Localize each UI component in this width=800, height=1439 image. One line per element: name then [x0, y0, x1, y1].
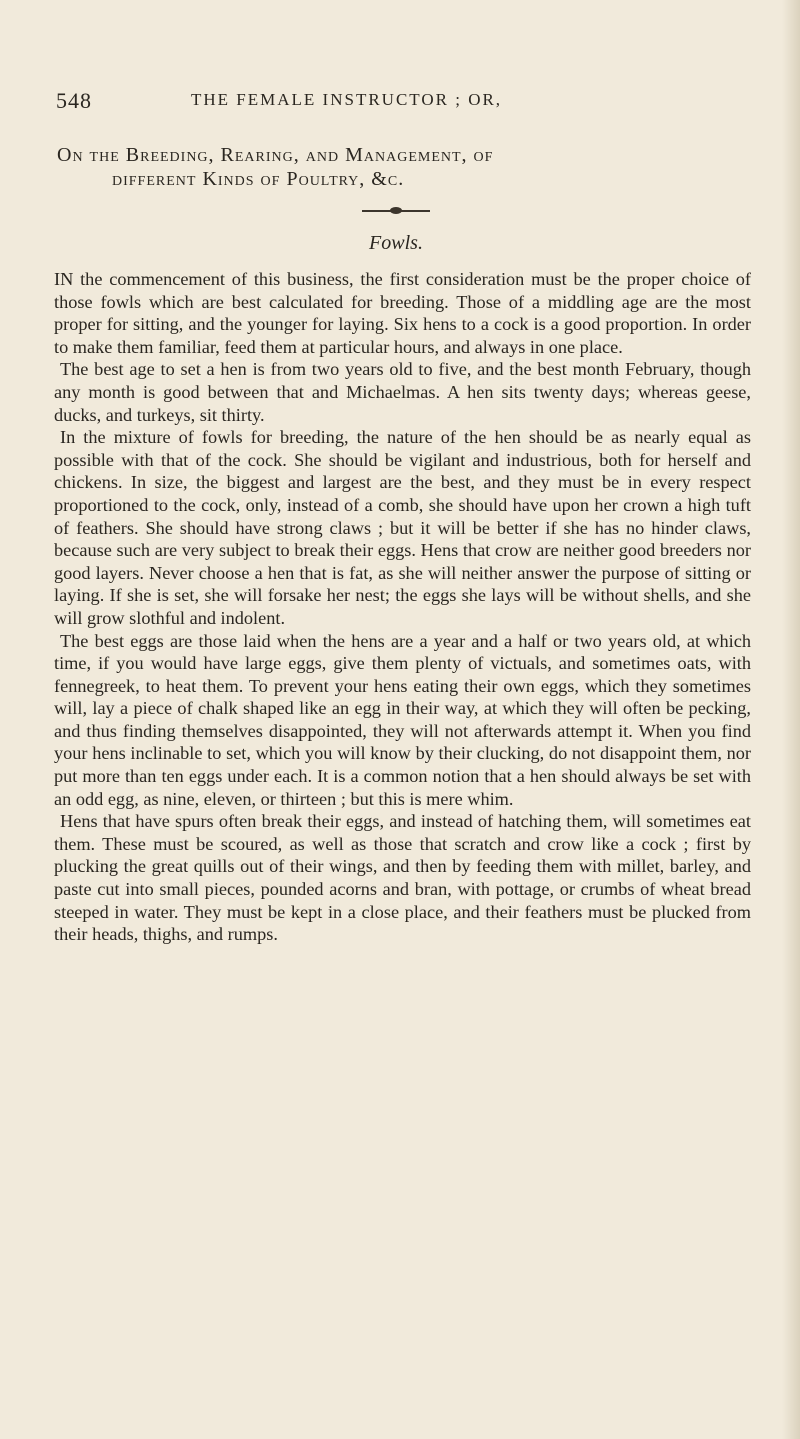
section-heading-line-2: different Kinds of Poultry, &c. [112, 168, 405, 190]
paragraph: The best eggs are those laid when the hens are a year and a half or two years old, at which time, if you would have large eggs, give them plenty of victuals, and sometimes oats, with fennegreek, to heat them. To prevent your hens eating their own eggs, which they sometimes will, lay a piece of chalk shaped like an egg in their way, at which they will often be pecking, and thus finding themselves disappointed, they will not afterwards attempt it. When you find your hens inclinable to set, which you will know by their clucking, do not disappoint them, nor put more than ten eggs under each. It is a common notion that a hen should always be set with an odd egg, as nine, eleven, or thirteen ; but this is mere whim. [54, 630, 751, 809]
paragraph: IN the commencement of this business, the first consideration must be the proper choice of those fowls which are best calculated for breeding. Those of a middling age are the most proper for sitting, and the younger for laying. Six hens to a cock is a good proportion. In order to make them familiar, feed them at particular hours, and always in one place. [54, 269, 751, 357]
paragraph: In the mixture of fowls for breeding, the nature of the hen should be as nearly equal as possible with that of the cock. She should be vigilant and industrious, both for herself and chickens. In size, the biggest and largest are the best, and they must be in every respect proportioned to the cock, only, instead of a comb, she should have upon her crown a high tuft of feathers. She should have strong claws ; but it will be better if she has no hinder claws, because such are very subject to break their eggs. Hens that crow are neither good breeders nor good layers. Never choose a hen that is fat, as she will neither answer the purpose of sitting or laying. If she is set, she will forsake her nest; the eggs she lays will be without shells, and she will grow slothful and indolent. [54, 427, 751, 628]
running-title: THE FEMALE INSTRUCTOR ; OR, [191, 90, 503, 109]
page-number: 548 [56, 88, 92, 113]
section-heading-line-1: On the Breeding, Rearing, and Management, of [57, 144, 494, 166]
subheading: Fowls. [369, 232, 423, 254]
paragraph: The best age to set a hen is from two years old to five, and the best month February, though any month is good between that and Michaelmas. A hen sits twenty days; whereas geese, ducks, and turkeys, sit thirty. [54, 359, 751, 425]
page-edge-shadow [782, 0, 800, 1439]
body-text [54, 268, 751, 946]
ornamental-rule [362, 210, 430, 212]
section-heading [57, 143, 757, 191]
running-head [56, 88, 756, 118]
paragraph: Hens that have spurs often break their eggs, and instead of hatching them, will sometimes eat them. These must be scoured, as well as those that scratch and crow like a cock ; first by plucking the great quills out of their wings, and then by feeding them with millet, barley, and paste cut into small pieces, pounded acorns and bran, with pottage, or crumbs of wheat bread steeped in water. They must be kept in a close place, and their feathers must be plucked from their heads, thighs, and rumps. [54, 811, 751, 945]
